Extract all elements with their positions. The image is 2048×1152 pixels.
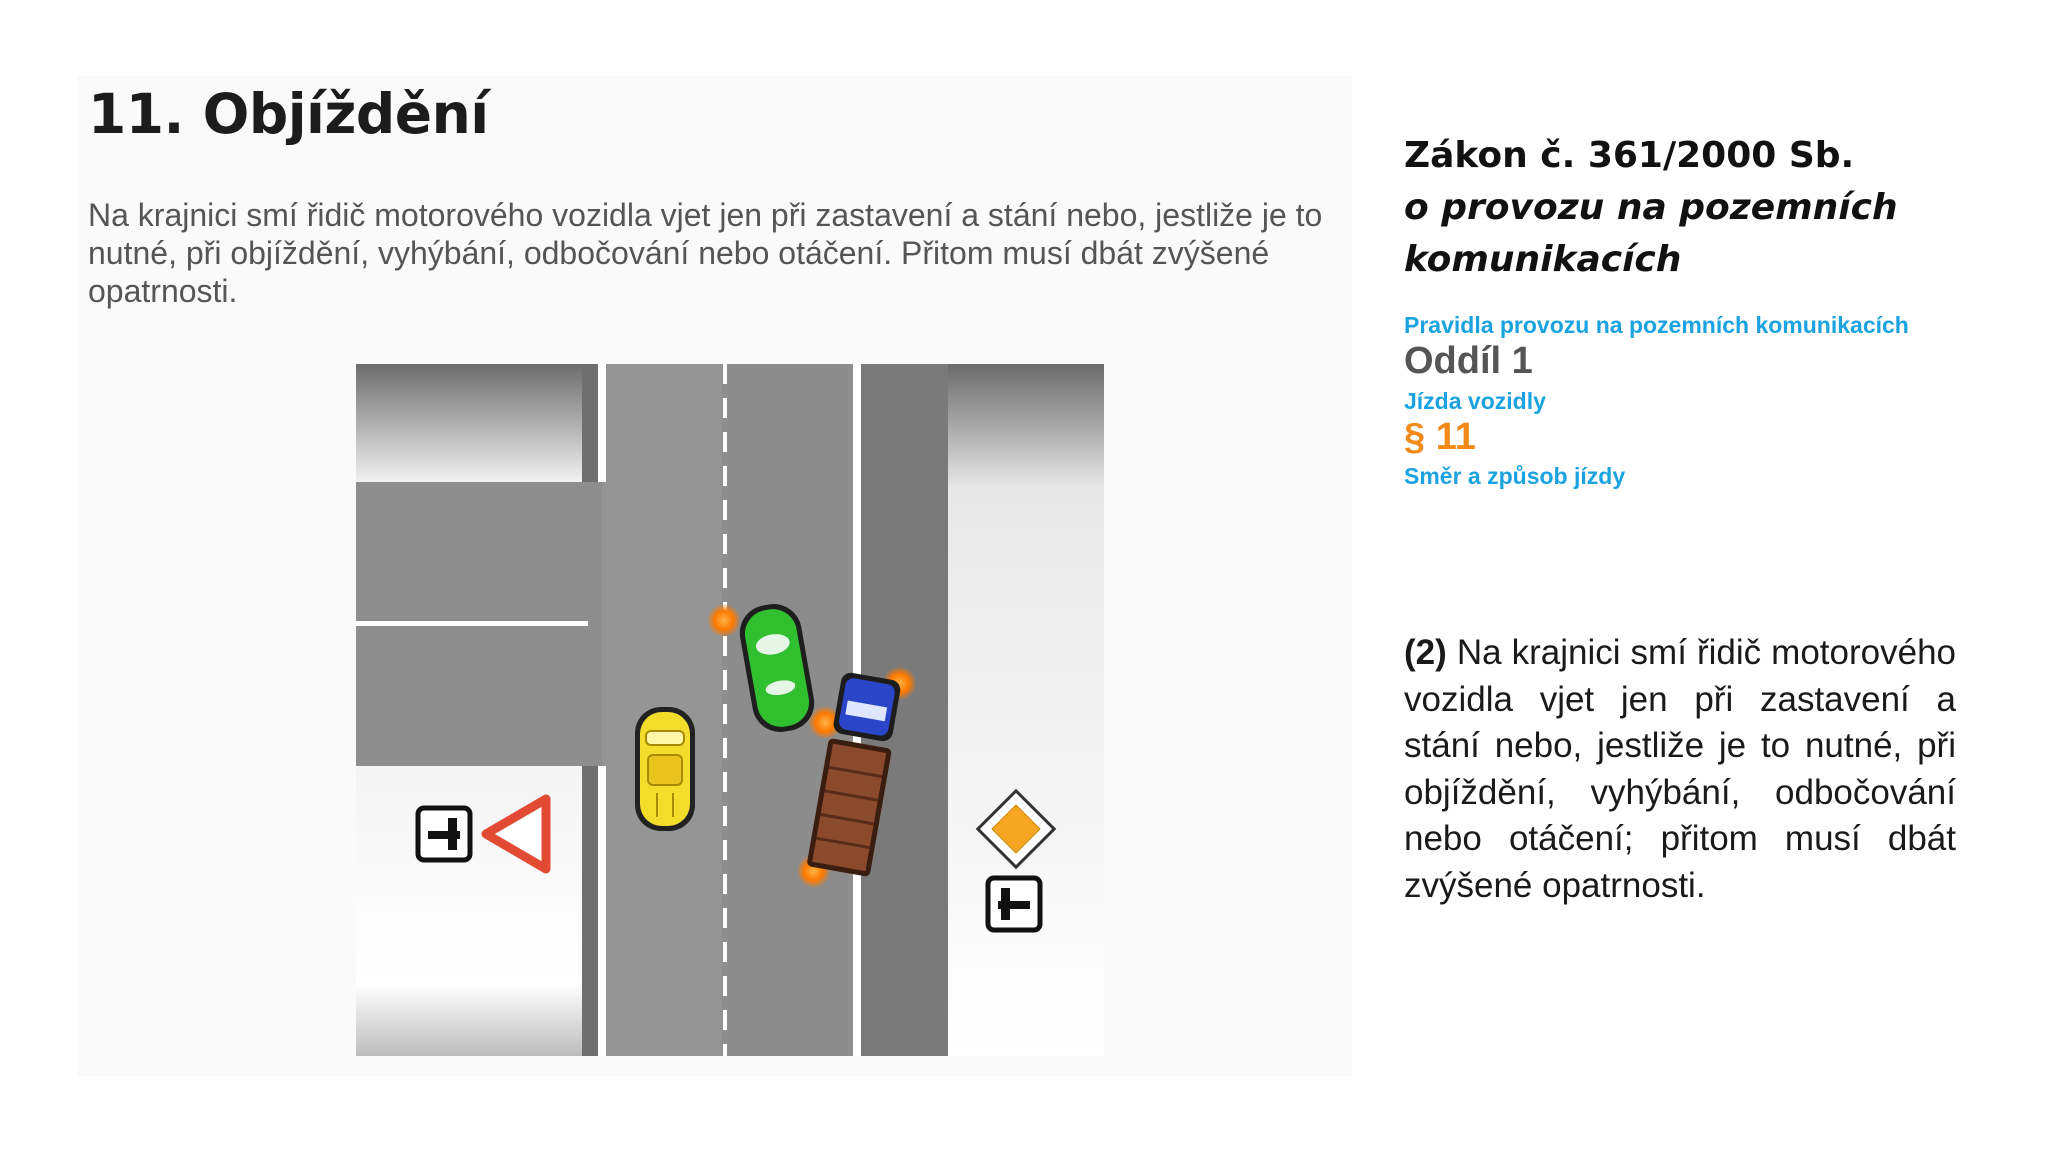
right-shoulder-area (948, 364, 1104, 1056)
left-edge-line-top (598, 364, 606, 482)
breadcrumb-link[interactable]: Pravidla provozu na pozemních komunikacích (1404, 312, 1909, 338)
paragraph-title-link[interactable]: Směr a způsob jízdy (1404, 463, 1626, 489)
law-title: Zákon č. 361/2000 Sb. (1404, 135, 1855, 176)
side-road-line (356, 621, 588, 626)
clause-number: (2) (1404, 633, 1447, 672)
section-heading: Oddíl 1 (1404, 340, 1533, 382)
yellow-car (635, 707, 695, 831)
left-edge-line-bottom (598, 766, 606, 1056)
page-title: 11. Objíždění (88, 82, 489, 146)
clause-text: Na krajnici smí řidič motorového vozidla vjet jen při zastavení a stání nebo, jestliže je to nutné, při objíždění, vyhýbání, odbočování nebo otáčení; přitom musí dbát zvýšené opatrnosti. (1404, 633, 1956, 905)
side-road-shape-sign-right (988, 878, 1040, 930)
left-curb-edge-bottom (582, 766, 598, 1056)
road-illustration (356, 364, 1104, 1056)
top-left-curb (356, 364, 584, 482)
left-curb-edge (582, 364, 598, 482)
paragraph-number: § 11 (1404, 416, 1476, 458)
intro-text: Na krajnici smí řidič motorového vozidla vjet jen při zastavení a stání nebo, jestliže je to nutné, při objíždění, vyhýbání, odbočování nebo otáčení. Přitom musí dbát zvýšené opatrnosti. (88, 197, 1323, 309)
subsection-link[interactable]: Jízda vozidly (1404, 388, 1546, 414)
side-road-shape-sign-left (418, 808, 470, 860)
law-subtitle: o provozu na pozemních komunikacích (1404, 187, 1898, 280)
law-clause (1404, 630, 1956, 909)
